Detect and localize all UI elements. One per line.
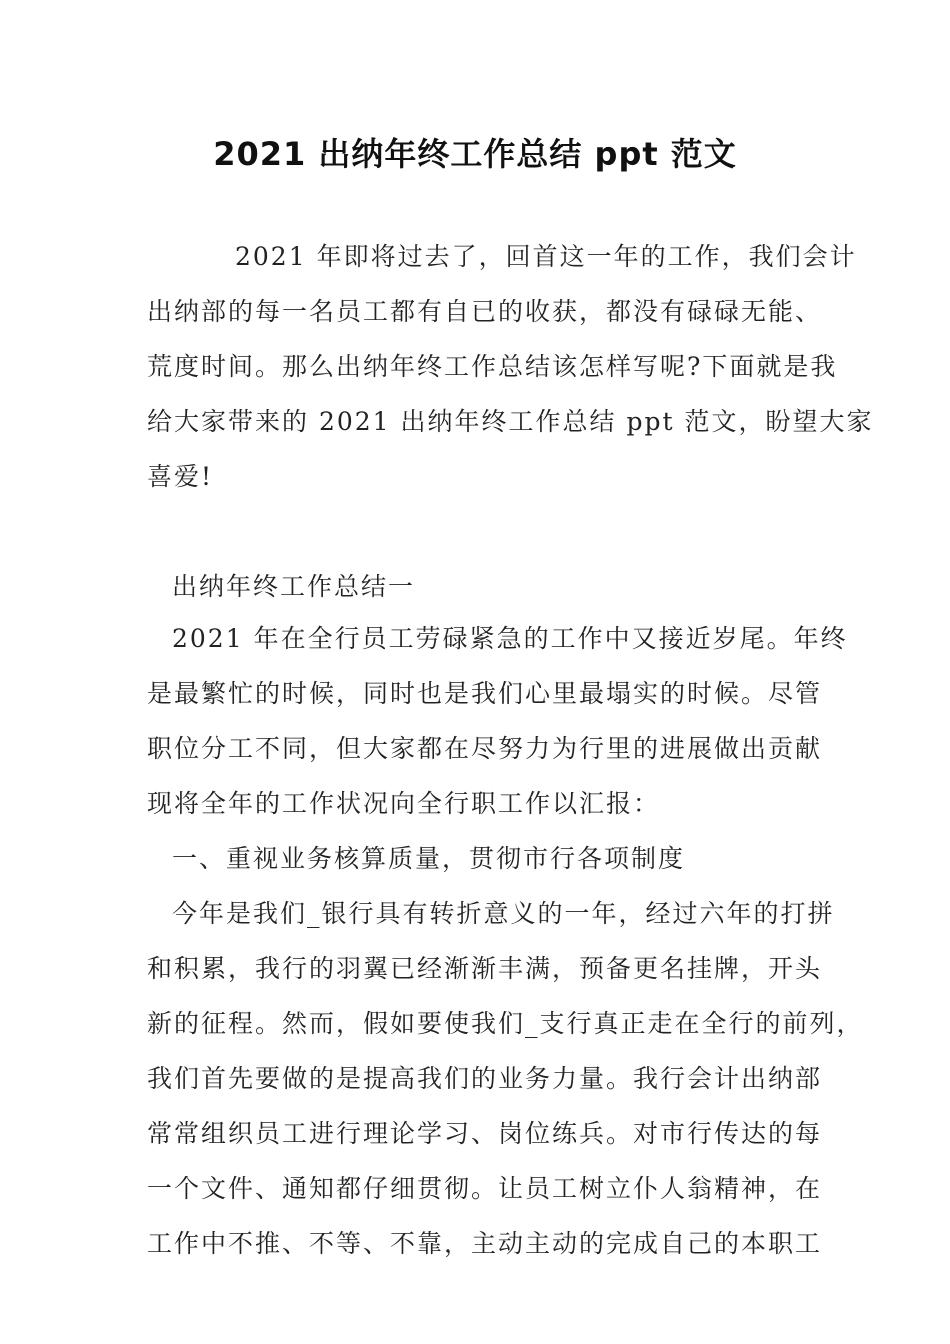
- para2-line-5: 常常组织员工进行理论学习、岗位练兵。对市行传达的每: [147, 1119, 823, 1148]
- intro-line-2: 出纳部的每一名员工都有自已的收获，都没有碌碌无能、: [147, 297, 823, 326]
- para2-line-2: 和积累，我行的羽翼已经渐渐丰满，预备更名挂牌，开头: [147, 954, 823, 983]
- intro-line-4: 给大家带来的 2021 出纳年终工作总结 ppt 范文，盼望大家: [147, 407, 874, 436]
- subheading: 一、重视业务核算质量，贯彻市行各项制度: [172, 844, 686, 873]
- document-title: 2021 出纳年终工作总结 ppt 范文: [213, 135, 737, 173]
- intro-line-1: 2021 年即将过去了，回首这一年的工作，我们会计: [235, 242, 857, 271]
- section-heading: 出纳年终工作总结一: [172, 572, 416, 601]
- para1-line-1: 2021 年在全行员工劳碌紧急的工作中又接近岁尾。年终: [172, 624, 848, 653]
- intro-line-5: 喜爱!: [147, 462, 214, 491]
- para2-line-1: 今年是我们_银行具有转折意义的一年，经过六年的打拼: [172, 899, 835, 928]
- para1-line-2: 是最繁忙的时候，同时也是我们心里最塌实的时候。尽管: [147, 679, 823, 708]
- intro-line-3: 荒度时间。那么出纳年终工作总结该怎样写呢?下面就是我: [147, 352, 838, 381]
- para2-line-3: 新的征程。然而，假如要使我们_支行真正走在全行的前列，: [147, 1009, 864, 1038]
- para2-line-7: 工作中不推、不等、不靠，主动主动的完成自己的本职工: [147, 1229, 823, 1258]
- para1-line-4: 现将全年的工作状况向全行职工作以汇报：: [147, 789, 661, 818]
- para2-line-6: 一个文件、通知都仔细贯彻。让员工树立仆人翁精神，在: [147, 1174, 823, 1203]
- para1-line-3: 职位分工不同，但大家都在尽努力为行里的进展做出贡献: [147, 734, 823, 763]
- para2-line-4: 我们首先要做的是提高我们的业务力量。我行会计出纳部: [147, 1064, 823, 1093]
